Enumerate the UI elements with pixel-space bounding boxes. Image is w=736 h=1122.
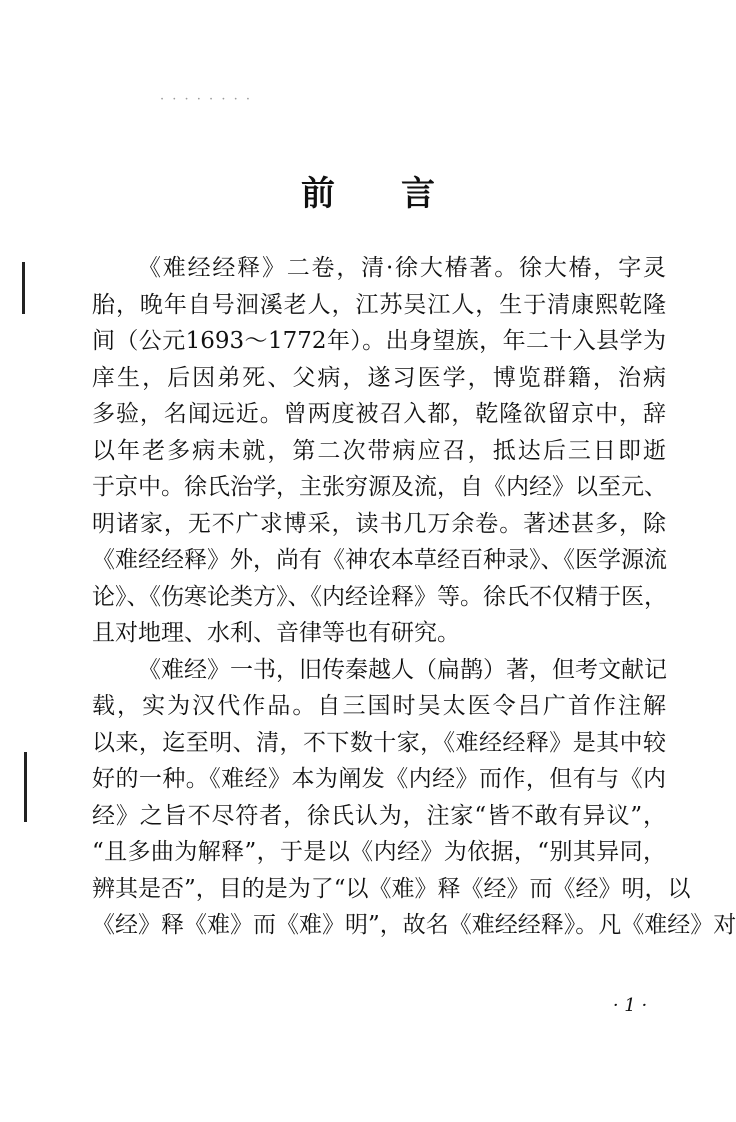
text-line: 《难经经释》二卷，清·徐大椿著。徐大椿，字灵: [138, 255, 666, 281]
text-line: 间（公元1693～1772年）。出身望族，年二十入县学为: [92, 328, 666, 354]
margin-mark-bottom: [24, 752, 27, 822]
text-line: 好的一种。《难经》本为阐发《内经》而作，但有与《内: [92, 766, 666, 792]
text-line: 以年老多病未就，第二次带病应召，抵达后三日即逝: [92, 437, 666, 464]
margin-mark-top: [22, 262, 25, 314]
scan-noise: [160, 92, 660, 112]
text-line: 论》、《伤寒论类方》、《内经诠释》等。徐氏不仅精于医，: [92, 583, 667, 610]
body-text: [92, 250, 736, 944]
text-line: 庠生，后因弟死、父病，遂习医学，博览群籍，治病: [92, 364, 666, 391]
text-line: 明诸家，无不广求博采，读书几万余卷。著述甚多，除: [92, 510, 666, 537]
text-line: 辨其是否”，目的是为了“以《难》释《经》而《经》明，以: [92, 875, 691, 902]
paragraph-2: [92, 652, 736, 944]
text-line: 《经》释《难》而《难》明”，故名《难经经释》。凡《难经》对: [92, 912, 736, 938]
text-line: 《难经》一书，旧传秦越人（扁鹊）著，但考文献记: [138, 656, 667, 683]
text-line: 以来，迄至明、清，不下数十家，《难经经释》是其中较: [92, 729, 666, 756]
text-line: 经》之旨不尽符者，徐氏认为，注家“皆不敢有异议”，: [92, 802, 666, 829]
text-line: 载，实为汉代作品。自三国时吴太医令吕广首作注解: [92, 693, 666, 719]
text-line: 《难经经释》外，尚有《神农本草经百种录》、《医学源流: [92, 547, 667, 573]
text-line: “且多曲为解释”，于是以《内经》为依据，“别其异同，: [92, 839, 666, 865]
page-title: 前言: [301, 174, 501, 214]
text-line: 于京中。徐氏治学，主张穷源及流，自《内经》以至元、: [92, 474, 667, 500]
text-line: 且对地理、水利、音律等也有研究。: [92, 620, 460, 646]
text-line: 胎，晚年自号洄溪老人，江苏吴江人，生于清康熙乾隆: [92, 291, 666, 318]
scan-noise-text: · · · · · · · ·: [160, 92, 252, 107]
text-line: 多验，名闻远近。曾两度被召入都，乾隆欲留京中，辞: [92, 401, 666, 427]
paragraph-1: [92, 250, 666, 652]
page-number: · 1 ·: [612, 995, 648, 1016]
